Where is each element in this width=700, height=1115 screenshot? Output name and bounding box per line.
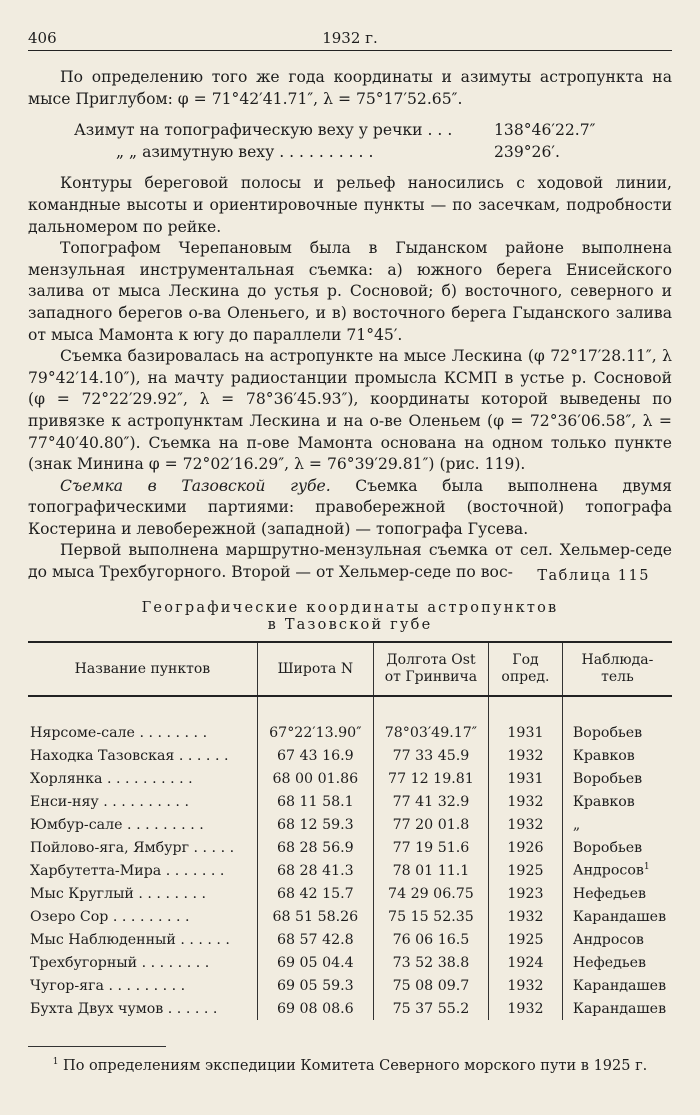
cell-name: Чугор-яга . . . . . . . . . [30,977,186,994]
footnote-mark: 1 [52,1057,59,1067]
table-row [28,997,672,1020]
cell-observer: Карандашев [562,974,672,997]
column-header-longitude: Долгота Ost от Гринвича [373,642,488,696]
cell-observer: Воробьев [562,767,672,790]
cell-latitude: 68 51 58.26 [257,905,373,928]
cell-longitude: 74 29 06.75 [373,882,488,905]
table-row [28,882,672,905]
cell-latitude: 68 00 01.86 [257,767,373,790]
cell-name: Нярсоме-сале . . . . . . . . [30,724,208,741]
cell-name: Мыс Круглый . . . . . . . . [30,885,207,902]
cell-observer: Воробьев [562,721,672,744]
cell-year: 1923 [489,882,563,905]
table-row [28,974,672,997]
table-row [28,790,672,813]
cell-longitude: 77 20 01.8 [373,813,488,836]
cell-name: Мыс Наблюденный . . . . . . [30,931,230,948]
cell-latitude: 68 57 42.8 [257,928,373,951]
cell-longitude: 77 19 51.6 [373,836,488,859]
cell-latitude: 69 05 04.4 [257,951,373,974]
footnote-text: По определениям экспедиции Комитета Северного морского пути в 1925 г. [63,1057,648,1074]
cell-longitude: 75 37 55.2 [373,997,488,1020]
cell-observer: Нефедьев [562,882,672,905]
cell-observer: Кравков [562,790,672,813]
cell-longitude: 77 41 32.9 [373,790,488,813]
cell-name: Хорлянка . . . . . . . . . . [30,770,193,787]
table-subcaption: в Тазовской губе [267,617,433,633]
cell-longitude: 75 08 09.7 [373,974,488,997]
section-heading: Съемка в Тазовской губе. [60,476,331,495]
azimuth-list [28,120,672,163]
cell-observer: Карандашев [562,997,672,1020]
cell-latitude: 68 11 58.1 [257,790,373,813]
cell-name: Юмбур-сале . . . . . . . . . [30,816,204,833]
cell-observer: „ [562,813,672,836]
cell-year: 1924 [489,951,563,974]
paragraph: Съемка базировалась на астропункте на мысе Лескина (φ 72°17′28.11″, λ 79°42′14.10″), на мачту радиостанции промысла КСМП в устье р. Сосновой (φ = 72°22′29.92″, λ = 78°36′45.93″), координаты которой выведены по привязке к астропунктам Лескина и на о-ве Оленьем (φ = 72°36′06.58″, λ = 77°40′40.80″). Съемка на п-ове Мамонта основана на одном только пункте (знак Минина φ = 72°02′16.29″, λ = 76°39′29.81″) (рис. 119). [28,347,672,474]
cell-observer: Кравков [562,744,672,767]
cell-latitude: 69 05 59.3 [257,974,373,997]
paragraph: Топографом Черепановым была в Гыданском районе выполнена мензульная инструментальная съемка: а) южного берега Енисейского залива от мыса Лескина до устья р. Сосновой; б) восточного, северного и западного берегов о-ва Оленьего, и в) восточного берега Гыданского залива от мыса Мамонта к югу до параллели 71°45′. [28,239,672,344]
cell-longitude: 78 01 11.1 [373,859,488,882]
cell-name: Трехбугорный . . . . . . . . [30,954,210,971]
column-header-name: Название пунктов [28,642,257,696]
footnote-rule [28,1046,166,1047]
table-row [28,928,672,951]
cell-latitude: 67 43 16.9 [257,744,373,767]
paragraph: Контуры береговой полосы и рельеф наносились с ходовой линии, командные высоты и ориентировочные пункты — по засечкам, подробности дальномером по рейке. [28,174,672,236]
cell-name: Озеро Сор . . . . . . . . . [30,908,190,925]
azimuth-row [28,142,672,164]
cell-observer: Карандашев [562,905,672,928]
cell-longitude: 76 06 16.5 [373,928,488,951]
azimuth-value: 239°26′. [494,142,560,161]
column-header-observer: Наблюда-тель [562,642,672,696]
coordinates-table [28,641,672,1020]
azimuth-row [28,120,672,142]
cell-year: 1932 [489,790,563,813]
table-row [28,859,672,882]
cell-year: 1925 [489,928,563,951]
table-header-row [28,642,672,696]
table-row [28,744,672,767]
cell-name: Харбутетта-Мира . . . . . . . [30,862,225,879]
header-year: 1932 г. [322,29,378,47]
cell-latitude: 69 08 08.6 [257,997,373,1020]
paragraph: Первой выполнена маршрутно-мензульная съемка от сел. Хельмер-седе до мыса Трехбугорного. Второй — от Хельмер-седе по вос- [28,541,672,582]
cell-year: 1932 [489,813,563,836]
body-text [28,67,672,584]
table-row [28,905,672,928]
paragraph-text: Съемка была выполнена двумя топографическими партиями: правобережной (восточной) топографа Костерина и левобережной (западной) — топографа Гусева. [28,476,673,538]
cell-observer: Андросов$^1$ [562,859,672,882]
footnote-reference: 1 [643,862,650,873]
paragraph [28,476,672,541]
table-caption: Географические координаты астропунктов [141,600,559,616]
cell-longitude: 77 12 19.81 [373,767,488,790]
table-row [28,951,672,974]
cell-observer: Нефедьев [562,951,672,974]
cell-year: 1931 [489,721,563,744]
cell-latitude: 68 28 41.3 [257,859,373,882]
cell-longitude: 73 52 38.8 [373,951,488,974]
cell-year: 1926 [489,836,563,859]
azimuth-label: „ „ азимутную веху . . . . . . . . . . [116,142,374,161]
cell-latitude: 67°22′13.90″ [257,721,373,744]
cell-year: 1932 [489,744,563,767]
cell-observer: Воробьев [562,836,672,859]
table-spacer-row [28,696,672,721]
cell-year: 1932 [489,997,563,1020]
table-row [28,836,672,859]
azimuth-value: 138°46′22.7″ [494,121,596,140]
table-row [28,767,672,790]
cell-latitude: 68 42 15.7 [257,882,373,905]
cell-name: Енси-няу . . . . . . . . . . [30,793,189,810]
paragraph: По определению того же года координаты и азимуты астропункта на мысе Приглубом: φ = 71°42′41.71″, λ = 75°17′52.65″. [28,68,672,108]
table-row [28,721,672,744]
cell-year: 1925 [489,859,563,882]
column-header-year: Год опред. [489,642,563,696]
cell-year: 1932 [489,905,563,928]
cell-name: Пойлово-яга, Ямбург . . . . . [30,839,235,856]
page-header [28,28,672,48]
page-number: 406 [28,29,57,47]
column-header-latitude: Широта N [257,642,373,696]
cell-longitude: 77 33 45.9 [373,744,488,767]
header-rule [28,50,672,51]
footnote [28,1057,672,1074]
cell-latitude: 68 28 56.9 [257,836,373,859]
cell-name: Находка Тазовская . . . . . . [30,747,229,764]
cell-year: 1932 [489,974,563,997]
cell-latitude: 68 12 59.3 [257,813,373,836]
table-row [28,813,672,836]
azimuth-label: Азимут на топографическую веху у речки . . . [74,121,453,140]
cell-observer: Андросов [562,928,672,951]
table-number: Таблица 115 [537,568,650,584]
cell-longitude: 78°03′49.17″ [373,721,488,744]
cell-name: Бухта Двух чумов . . . . . . [30,1000,218,1017]
cell-longitude: 75 15 52.35 [373,905,488,928]
cell-year: 1931 [489,767,563,790]
